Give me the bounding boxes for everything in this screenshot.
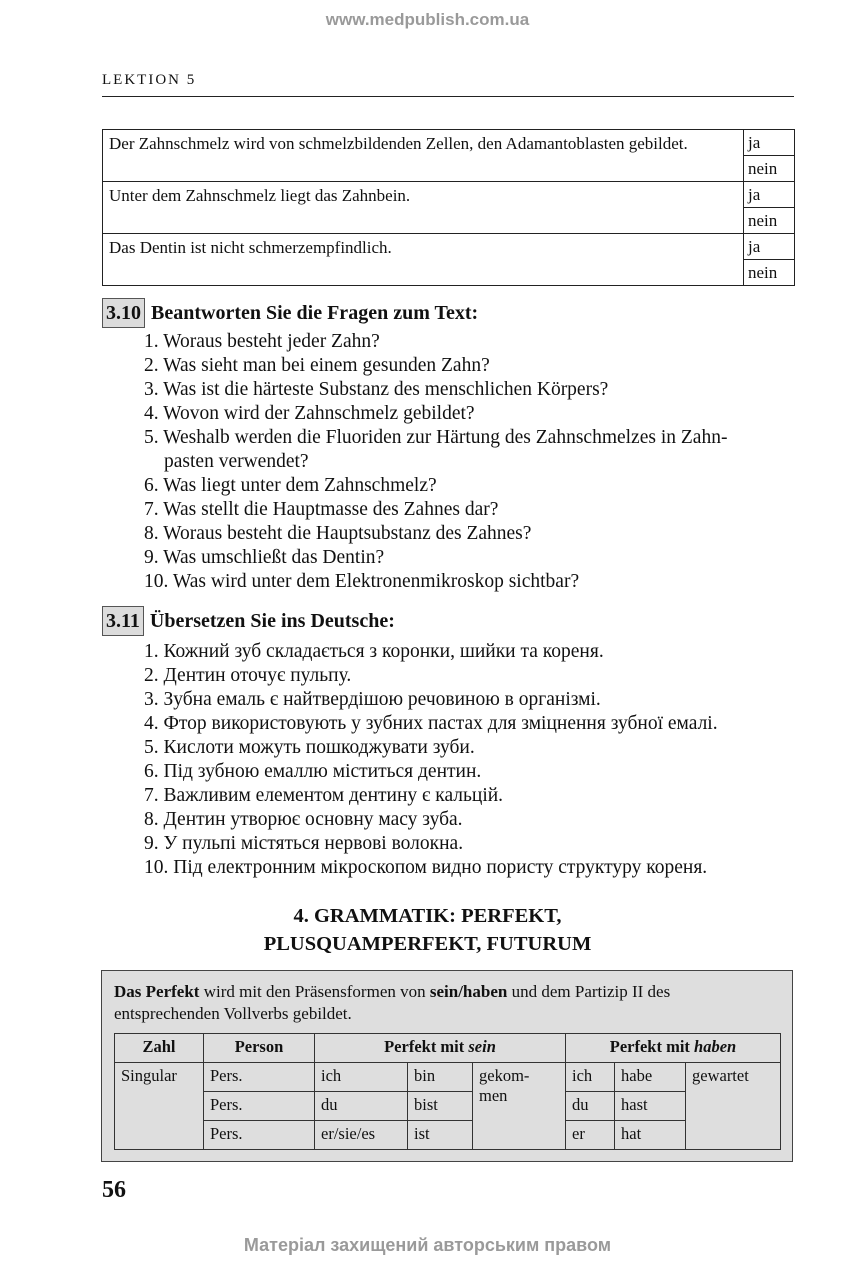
pronoun-cell: ich bbox=[315, 1063, 408, 1092]
list-item: 4. Фтор використовують у зубних пастах для зміцнення зубної емалі. bbox=[144, 713, 718, 734]
header-perfekt-haben bbox=[566, 1034, 781, 1063]
aux-cell: habe bbox=[615, 1063, 686, 1092]
list-item: 10. Під електронним мікроскопом видно пористу структуру кореня. bbox=[144, 857, 708, 878]
list-item: 5. Кислоти можуть пошкоджувати зуби. bbox=[144, 737, 475, 758]
table-row bbox=[103, 130, 795, 156]
statement-cell: Das Dentin ist nicht schmerzempfindlich. bbox=[103, 234, 744, 286]
statement-cell: Unter dem Zahnschmelz liegt das Zahnbein. bbox=[103, 182, 744, 234]
list-item: 3. Was ist die härteste Substanz des menschlichen Körpers? bbox=[144, 379, 609, 400]
header-aux: sein bbox=[468, 1037, 496, 1056]
pronoun-cell: er bbox=[566, 1121, 615, 1150]
table-header-row bbox=[115, 1034, 781, 1063]
section-title-line1: 4. GRAMMATIK: PERFEKT, bbox=[293, 905, 562, 927]
table-row bbox=[115, 1121, 781, 1150]
watermark-url: www.medpublish.com.ua bbox=[325, 10, 530, 29]
person-cell: Pers. bbox=[204, 1092, 315, 1121]
exercise-title: Übersetzen Sie ins Deutsche: bbox=[149, 609, 395, 632]
list-item: 2. Дентин оточує пульпу. bbox=[144, 665, 352, 686]
question-list bbox=[144, 330, 727, 594]
header-text: Perfekt mit bbox=[384, 1037, 469, 1056]
header-zahl: Zahl bbox=[115, 1034, 204, 1063]
list-item: 5. Weshalb werden die Fluoriden zur Härtung des Zahnschmelzes in Zahn- bbox=[144, 427, 728, 448]
answer-nein[interactable]: nein bbox=[744, 156, 795, 182]
aux-cell: hat bbox=[615, 1121, 686, 1150]
pronoun-cell: du bbox=[566, 1092, 615, 1121]
grammar-intro bbox=[114, 981, 779, 1025]
translation-list bbox=[144, 640, 718, 880]
answer-nein[interactable]: nein bbox=[744, 260, 795, 286]
list-item-continuation: pasten verwendet? bbox=[164, 451, 309, 472]
intro-text: und dem Partizip II des entsprechenden Vollverbs gebildet. bbox=[114, 982, 671, 1023]
list-item: 7. Was stellt die Hauptmasse des Zahnes dar? bbox=[144, 499, 499, 520]
table-row bbox=[115, 1092, 781, 1121]
true-false-table bbox=[102, 129, 795, 286]
table-row bbox=[115, 1063, 781, 1092]
table-row bbox=[103, 234, 795, 260]
pronoun-cell: er/sie/es bbox=[315, 1121, 408, 1150]
header-aux: haben bbox=[694, 1037, 737, 1056]
statement-cell: Der Zahnschmelz wird von schmelzbildenden Zellen, den Adamantoblasten gebildet. bbox=[103, 130, 744, 182]
exercise-number: 3.11 bbox=[102, 606, 144, 636]
section-title-line2: PLUSQUAMPERFEKT, FUTURUM bbox=[263, 933, 592, 955]
intro-aux: sein/haben bbox=[429, 982, 508, 1001]
intro-term: Das Perfekt bbox=[114, 982, 200, 1001]
partizip-cell: gewartet bbox=[686, 1063, 781, 1150]
header-text: Perfekt mit bbox=[609, 1037, 695, 1056]
aux-cell: hast bbox=[615, 1092, 686, 1121]
number-cell: Singular bbox=[115, 1063, 204, 1150]
aux-cell: bist bbox=[408, 1092, 473, 1121]
list-item: 3. Зубна емаль є найтвердішою речовиною в організмі. bbox=[144, 689, 601, 710]
person-cell: Pers. bbox=[204, 1121, 315, 1150]
table-row bbox=[103, 182, 795, 208]
list-item: 2. Was sieht man bei einem gesunden Zahn? bbox=[144, 355, 490, 376]
header-perfekt-sein bbox=[315, 1034, 566, 1063]
list-item: 6. Під зубною емаллю міститься дентин. bbox=[144, 761, 482, 782]
list-item: 6. Was liegt unter dem Zahnschmelz? bbox=[144, 475, 437, 496]
aux-cell: ist bbox=[408, 1121, 473, 1150]
answer-ja[interactable]: ja bbox=[744, 130, 795, 156]
list-item: 1. Кожний зуб складається з коронки, шийки та кореня. bbox=[144, 641, 604, 662]
exercise-3-10-heading bbox=[102, 298, 478, 328]
aux-cell: bin bbox=[408, 1063, 473, 1092]
header-rule bbox=[102, 96, 794, 97]
watermark-copyright: Матеріал захищений авторським правом bbox=[243, 1235, 612, 1255]
perfekt-table bbox=[114, 1033, 781, 1150]
pronoun-cell: du bbox=[315, 1092, 408, 1121]
answer-ja[interactable]: ja bbox=[744, 234, 795, 260]
list-item: 8. Дентин утворює основну масу зуба. bbox=[144, 809, 463, 830]
person-cell: Pers. bbox=[204, 1063, 315, 1092]
section-title bbox=[0, 902, 855, 958]
exercise-title: Beantworten Sie die Fragen zum Text: bbox=[151, 301, 479, 324]
answer-ja[interactable]: ja bbox=[744, 182, 795, 208]
list-item: 1. Woraus besteht jeder Zahn? bbox=[144, 331, 380, 352]
answer-nein[interactable]: nein bbox=[744, 208, 795, 234]
list-item: 9. Was umschließt das Dentin? bbox=[144, 547, 385, 568]
list-item: 7. Важливим елементом дентину є кальцій. bbox=[144, 785, 504, 806]
pronoun-cell: ich bbox=[566, 1063, 615, 1092]
list-item: 4. Wovon wird der Zahnschmelz gebildet? bbox=[144, 403, 475, 424]
partizip-cell: gekom- men bbox=[473, 1063, 566, 1150]
list-item: 10. Was wird unter dem Elektronenmikroskop sichtbar? bbox=[144, 571, 580, 592]
exercise-number: 3.10 bbox=[102, 298, 145, 328]
intro-text: wird mit den Präsensformen von bbox=[199, 982, 430, 1001]
list-item: 8. Woraus besteht die Hauptsubstanz des Zahnes? bbox=[144, 523, 532, 544]
running-head: LEKTION 5 bbox=[102, 72, 197, 88]
list-item: 9. У пульпі містяться нервові волокна. bbox=[144, 833, 464, 854]
header-person: Person bbox=[204, 1034, 315, 1063]
exercise-3-11-heading bbox=[102, 606, 395, 636]
grammar-box bbox=[101, 970, 793, 1162]
page-number: 56 bbox=[102, 1177, 126, 1203]
